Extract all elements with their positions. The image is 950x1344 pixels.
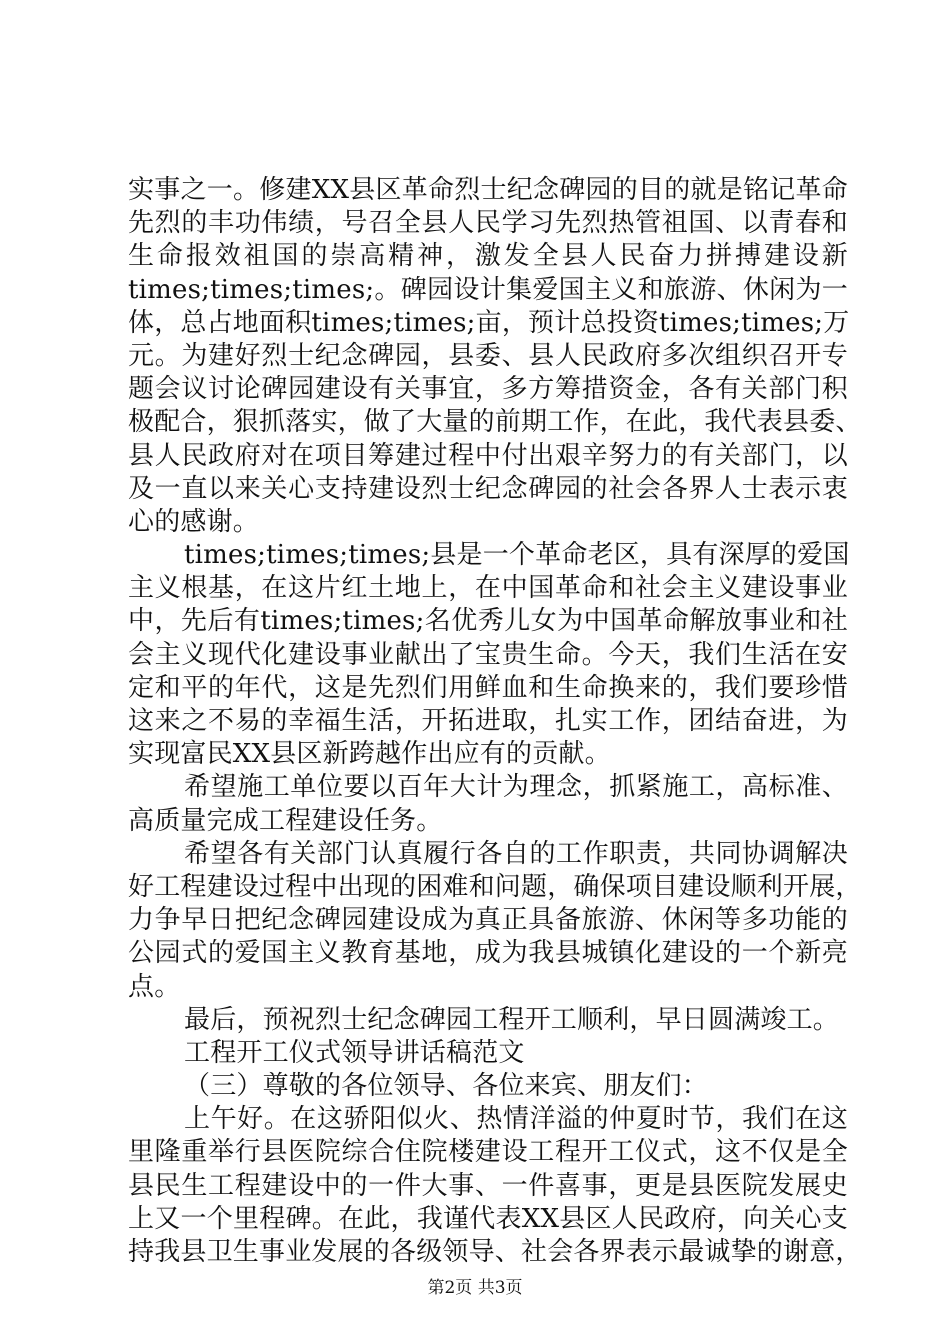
text-line: 心的感谢。 bbox=[128, 506, 260, 537]
text-line: 实现富民XX县区新跨越作出应有的贡献。 bbox=[128, 739, 611, 770]
text-line: 希望各有关部门认真履行各自的工作职责，共同协调解决 bbox=[184, 838, 848, 869]
text-line: 希望施工单位要以百年大计为理念，抓紧施工，高标准、 bbox=[184, 772, 848, 803]
text-line: 体，总占地面积times;times;亩，预计总投资times;times;万 bbox=[128, 307, 850, 338]
text-line: times;times;times;县是一个革命老区，具有深厚的爱国 bbox=[184, 540, 850, 571]
text-line: 高质量完成工程建设任务。 bbox=[128, 805, 443, 836]
text-line: 会主义现代化建设事业献出了宝贵生命。今天，我们生活在安 bbox=[128, 639, 848, 670]
text-line: 好工程建设过程中出现的困难和问题，确保项目建设顺利开展， bbox=[128, 871, 862, 902]
text-line: 县民生工程建设中的一件大事、一件喜事，更是县医院发展史 bbox=[128, 1170, 848, 1201]
text-line: 力争早日把纪念碑园建设成为真正具备旅游、休闲等多功能的 bbox=[128, 905, 848, 936]
text-line: 及一直以来关心支持建设烈士纪念碑园的社会各界人士表示衷 bbox=[128, 473, 848, 504]
text-line: 县人民政府对在项目筹建过程中付出艰辛努力的有关部门，以 bbox=[128, 440, 848, 471]
text-line: 工程开工仪式领导讲话稿范文 bbox=[184, 1037, 525, 1068]
text-line: 持我县卫生事业发展的各级领导、社会各界表示最诚挚的谢意， bbox=[128, 1237, 862, 1267]
text-line: 题会议讨论碑园建设有关事宜，多方筹措资金，各有关部门积 bbox=[128, 374, 848, 405]
text-line: 极配合，狠抓落实，做了大量的前期工作，在此，我代表县委、 bbox=[128, 407, 862, 438]
text-line: 实事之一。修建XX县区革命烈士纪念碑园的目的就是铭记革命 bbox=[128, 175, 848, 205]
text-line: 上又一个里程碑。在此，我谨代表XX县区人民政府，向关心支 bbox=[128, 1203, 848, 1234]
text-line: 最后，预祝烈士纪念碑园工程开工顺利，早日圆满竣工。 bbox=[184, 1004, 840, 1035]
text-line: 生命报效祖国的崇高精神，激发全县人民奋力拼搏建设新 bbox=[128, 241, 848, 272]
text-line: 里隆重举行县医院综合住院楼建设工程开工仪式，这不仅是全 bbox=[128, 1137, 848, 1168]
text-line: 点。 bbox=[128, 971, 181, 1002]
text-line: 主义根基，在这片红土地上，在中国革命和社会主义建设事业 bbox=[128, 573, 848, 604]
document-body bbox=[128, 174, 862, 1269]
text-line: 上午好。在这骄阳似火、热情洋溢的仲夏时节，我们在这 bbox=[184, 1104, 848, 1135]
text-line: times;times;times;。碑园设计集爱国主义和旅游、休闲为一 bbox=[128, 274, 848, 305]
text-line: 元。为建好烈士纪念碑园，县委、县人民政府多次组织召开专 bbox=[128, 340, 848, 371]
page-footer: 第2页 共3页 bbox=[427, 1278, 523, 1298]
text-line: 先烈的丰功伟绩，号召全县人民学习先烈热管祖国、以青春和 bbox=[128, 208, 848, 239]
text-line: 定和平的年代，这是先烈们用鲜血和生命换来的，我们要珍惜 bbox=[128, 672, 848, 703]
text-line: 这来之不易的幸福生活，开拓进取，扎实工作，团结奋进，为 bbox=[128, 706, 848, 736]
text-line: （三）尊敬的各位领导、各位来宾、朋友们： bbox=[184, 1071, 709, 1102]
text-line: 中，先后有times;times;名优秀儿女为中国革命解放事业和社 bbox=[128, 606, 848, 637]
text-line: 公园式的爱国主义教育基地，成为我县城镇化建设的一个新亮 bbox=[128, 938, 848, 969]
